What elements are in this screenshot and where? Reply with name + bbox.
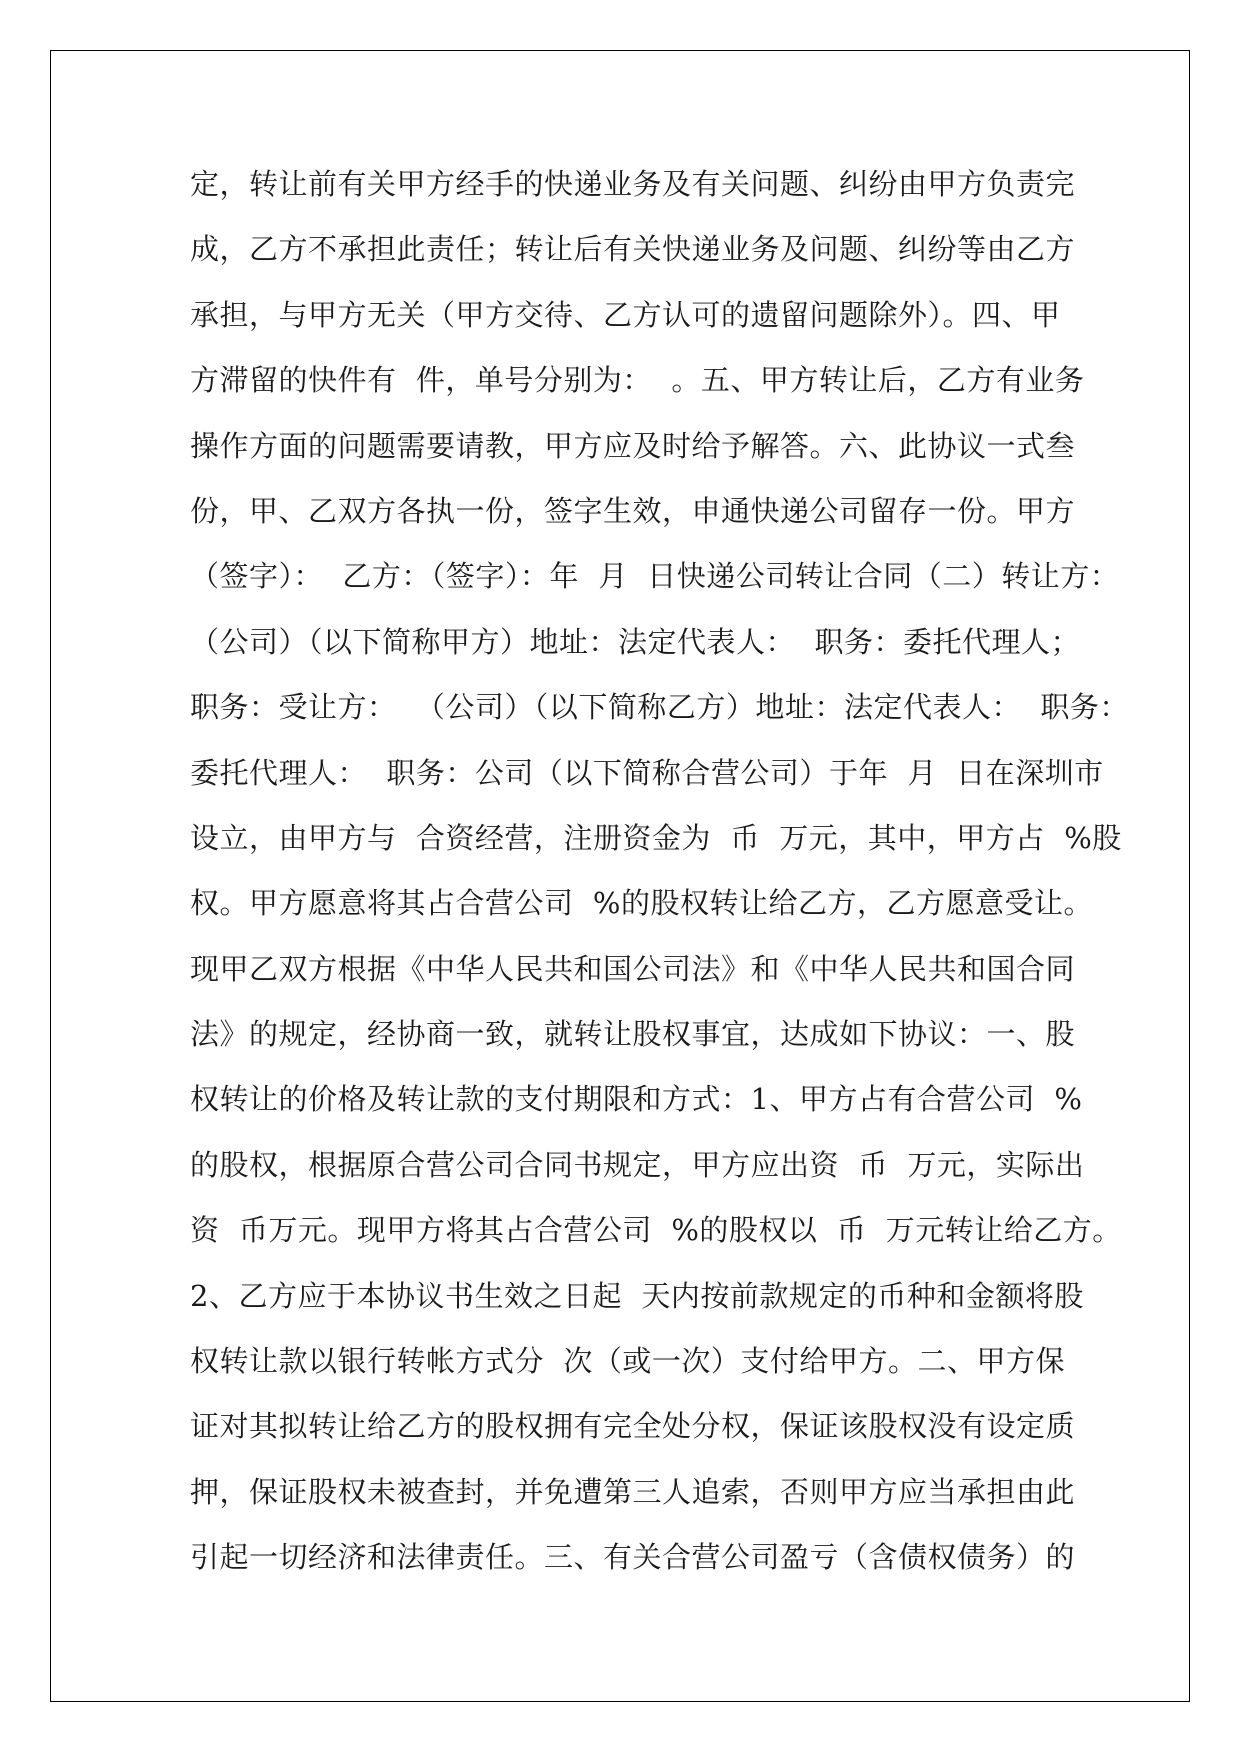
text-line: 方滞留的快件有 件，单号分别为： 。五、甲方转让后，乙方有业务 [190,363,1085,398]
text-line: （公司）（以下简称甲方）地址：法定代表人： 职务：委托代理人； [190,624,1080,659]
text-line: 设立，由甲方与 合资经营，注册资金为 币 万元，其中，甲方占 %股 [190,820,1122,855]
text-line: 成，乙方不承担此责任；转让后有关快递业务及问题、纠纷等由乙方 [190,232,1076,267]
text-line: 证对其拟转让给乙方的股权拥有完全处分权，保证该股权没有设定质 [190,1409,1076,1444]
text-line: 现甲乙双方根据《中华人民共和国公司法》和《中华人民共和国合同 [190,951,1076,986]
text-line: 权转让款以银行转帐方式分 次（或一次）支付给甲方。二、甲方保 [190,1344,1065,1379]
text-line: 定，转让前有关甲方经手的快递业务及有关问题、纠纷由甲方负责完 [190,167,1076,201]
text-line: 权转让的价格及转让款的支付期限和方式：1、甲方占有合营公司 % [190,1082,1083,1117]
text-line: 资 币万元。现甲方将其占合营公司 %的股权以 币 万元转让给乙方。 [190,1213,1122,1248]
text-line: （签字）： 乙方：（签字）：年 月 日快递公司转让合同（二）转让方： [190,559,1120,594]
text-line: 引起一切经济和法律责任。三、有关合营公司盈亏（含债权债务）的 [190,1540,1076,1575]
text-line: 份，甲、乙双方各执一份，签字生效，申通快递公司留存一份。甲方 [190,493,1076,528]
text-line: 委托代理人： 职务：公司（以下简称合营公司）于年 月 日在深圳市 [190,755,1104,790]
text-line: 职务：受让方： （公司）（以下简称乙方）地址：法定代表人： 职务： [190,690,1129,725]
text-line: 法》的规定，经协商一致，就转让股权事宜，达成如下协议：一、股 [190,1017,1076,1052]
text-line: 操作方面的问题需要请教，甲方应及时给予解答。六、此协议一式叁 [190,428,1076,463]
text-line: 押，保证股权未被查封，并免遭第三人追索，否则甲方应当承担由此 [190,1474,1076,1509]
text-line: 承担，与甲方无关（甲方交待、乙方认可的遗留问题除外）。四、甲 [190,297,1061,332]
document-body [190,162,1129,1601]
text-line: 的股权，根据原合营公司合同书规定，甲方应出资 币 万元，实际出 [190,1147,1085,1182]
text-line: 权。甲方愿意将其占合营公司 %的股权转让给乙方，乙方愿意受让。 [190,886,1093,921]
text-line: 2、乙方应于本协议书生效之日起 天内按前款规定的币种和金额将股 [190,1278,1084,1313]
